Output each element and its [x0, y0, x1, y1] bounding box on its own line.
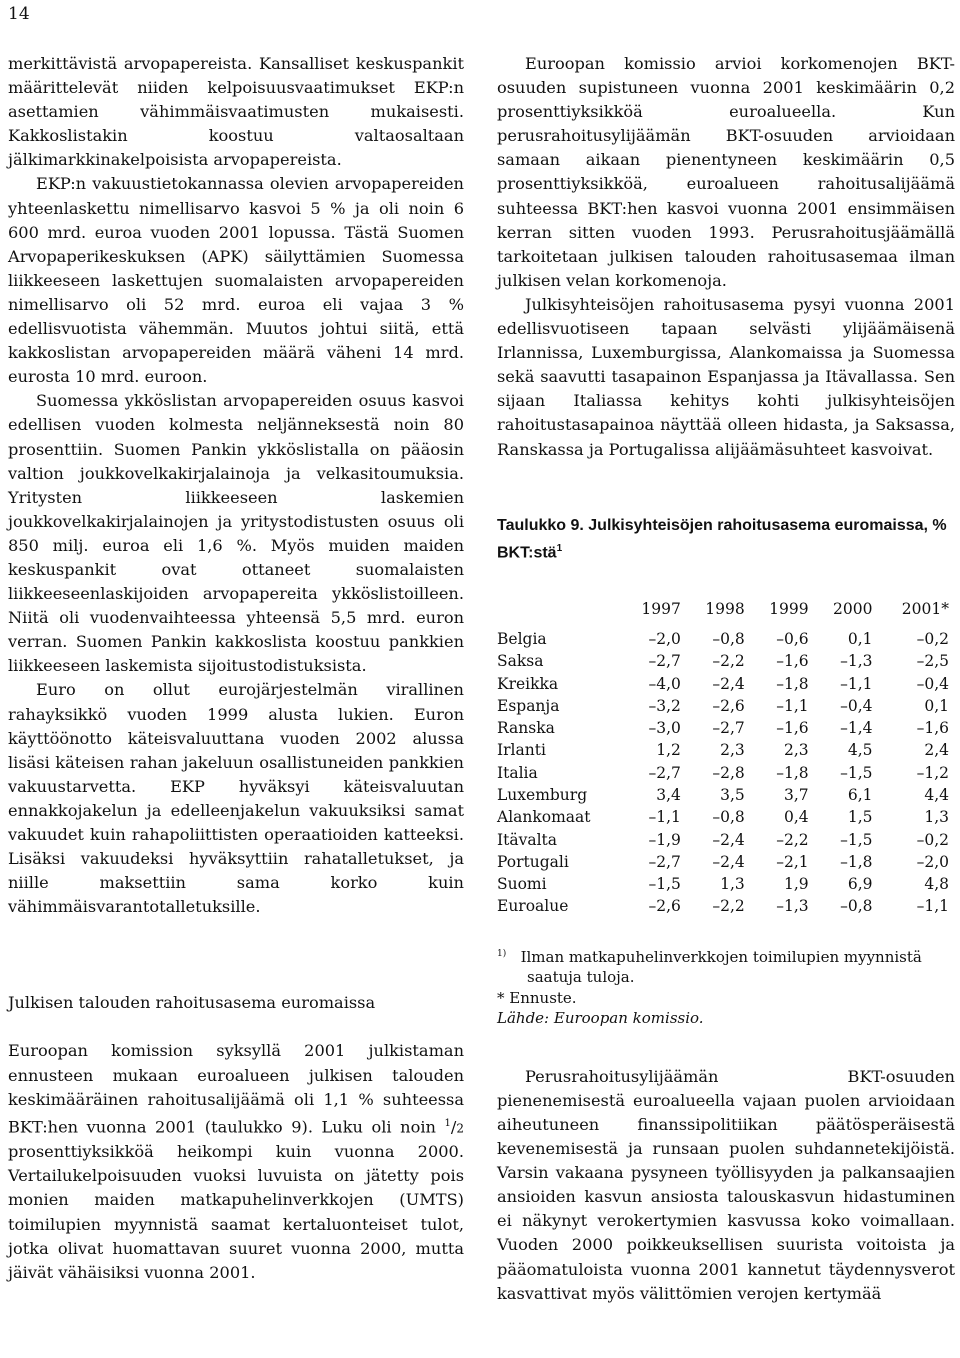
paragraph: Euro on ollut eurojärjestelmän virallinen rahayksikkö vuoden 1999 alusta lukien. Euron käyttöönotto käteisvaluuttana vuoden 2002 alussa lisäsi käteisen rahan jakeluun osallistuneiden pankkien vakuustarvetta. EKP hyväksyi käteisvaluutan ennakkojakelun ja edelleenjakelun vakuuksiksi samat vakuudet kuin rahapoliittisten operaatioiden katteeksi. Lisäksi vakuudeksi hyväksyttiin rahatalletukset, ja niille maksettiin sama korko kuin vähimmäisvarantotalletuksille. [8, 680, 464, 917]
paragraph: Julkisyhteisöjen rahoitusasema pysyi vuonna 2001 edellisvuotiseen tapaan selvästi ylijäämäisenä Irlannissa, Luxemburgissa, Alankomaissa ja Suomessa sekä saavutti tasapainon Espanjassa ja Itävallassa. Sen sijaan Italiassa kehitys kohti julkisyhteisöjen rahoitustasapainoa näyttää olleen hidasta, ja Saksassa, Ranskassa ja Portugalissa alijäämäsuhteet kasvoivat. [497, 294, 955, 459]
country-cell: Euroalue [497, 897, 569, 916]
value-cell: –2,6 [648, 897, 681, 916]
footnote-text: Ilman matkapuhelinverkkojen toimilupien myynnistä saatuja tuloja. [520, 947, 922, 987]
value-cell: –1,4 [840, 719, 873, 738]
value-cell: –1,2 [916, 763, 949, 782]
table-row [497, 873, 949, 895]
country-cell: Belgia [497, 629, 547, 648]
value-cell: –0,4 [916, 674, 949, 693]
value-cell: –1,6 [776, 719, 809, 738]
value-cell: –2,7 [648, 763, 681, 782]
country-cell: Saksa [497, 652, 544, 671]
page-number: 14 [8, 4, 30, 24]
country-cell: Alankomaat [497, 808, 591, 827]
value-cell: –1,8 [840, 852, 873, 871]
value-cell: –1,1 [916, 897, 949, 916]
country-cell: Irlanti [497, 741, 546, 760]
column-header: 1999 [769, 599, 809, 618]
value-cell: 4,5 [847, 741, 873, 760]
column-header: 1997 [641, 599, 681, 618]
paragraph-text-a: Euroopan komission syksyllä 2001 julkistaman ennusteen mukaan euroalueen julkisen talouden keskimääräinen rahoitusalijäämä oli 1,1 % suhteessa BKT:hen vuonna 2001 (taulukko 9). Luku oli noin [8, 1041, 464, 1137]
table-caption-footnote-mark: 1 [556, 542, 563, 554]
value-cell: –4,0 [648, 674, 681, 693]
section-heading: Julkisen talouden rahoitusasema euromaissa [8, 993, 376, 1013]
country-cell: Kreikka [497, 674, 559, 693]
source-note: Lähde: Euroopan komissio. [497, 1009, 704, 1028]
value-cell: 1,3 [924, 808, 949, 827]
value-cell: 0,1 [847, 629, 873, 648]
value-cell: 2,3 [783, 741, 809, 760]
paragraph: EKP:n vakuustietokannassa olevien arvopapereiden yhteenlaskettu nimellisarvo kasvoi 5 % ja oli noin 6 600 mrd. euroa vuoden 2001 lopussa. Tästä Suomen Arvopaperikeskuksen (APK) säilyttämien Suomessa liikkeeseen laskettujen suomalaisten arvopapereiden nimellisarvo oli 52 mrd. euroa eli vajaa 3 % edellisvuotista vähemmän. Muutos johtui siitä, että kakkoslistan arvopapereiden määrä väheni 14 mrd. eurosta 10 mrd. euroon. [8, 174, 464, 387]
value-cell: –2,7 [648, 652, 681, 671]
left-column [8, 52, 464, 1285]
value-cell: –2,0 [648, 629, 681, 648]
value-cell: 0,4 [783, 808, 809, 827]
value-cell: –1,9 [648, 830, 681, 849]
value-cell: –1,8 [776, 674, 809, 693]
value-cell: 2,3 [720, 741, 745, 760]
value-cell: –1,3 [840, 652, 873, 671]
value-cell: 4,4 [924, 786, 949, 804]
country-cell: Ranska [497, 719, 555, 738]
value-cell: –0,4 [840, 696, 873, 715]
table-notes [497, 944, 955, 1029]
value-cell: –1,5 [840, 763, 873, 782]
paragraph: merkittävistä arvopapereista. Kansalliset keskuspankit määrittelevät niiden kelpoisuusvaatimukset EKP:n asettamien vähimmäisvaatimusten mukaisesti. Kakkoslistakin koostuu valtaosaltaan jälkimarkkinakelpoisista arvopapereista. [8, 54, 464, 170]
value-cell: –0,2 [916, 830, 949, 849]
table-row [497, 717, 949, 739]
value-cell: –2,7 [712, 719, 745, 738]
paragraph: Euroopan komission syksyllä 2001 julkistaman ennusteen mukaan euroalueen julkisen talouden keskimääräinen rahoitusalijäämä oli 1,1 % suhteessa BKT:hen vuonna 2001 (taulukko 9). Luku oli noin $^1$/2 prosenttiyksikköä heikompi kuin vuonna 2000. Vertailukelpoisuuden vuoksi luvuista on jätetty pois monien maiden matkapuhelinverkkojen (UMTS) toimilupien myynnistä saamat kertaluonteiset tulot, jotka olivat huomattavan suuret vuonna 2000, mutta jäivät vähäisiksi vuonna 2001. [8, 1041, 464, 1282]
column-header: 2001* [901, 599, 949, 618]
value-cell: –0,8 [840, 897, 873, 916]
value-cell: –2,5 [916, 652, 949, 671]
country-cell: Espanja [497, 696, 560, 715]
table-row [497, 829, 949, 851]
table-row [497, 673, 949, 695]
value-cell: –1,1 [648, 808, 681, 827]
footnote [497, 944, 955, 988]
table-row [497, 851, 949, 873]
table-row [497, 650, 949, 672]
value-cell: 6,1 [847, 786, 873, 804]
paragraph: Suomessa ykköslistan arvopapereiden osuus kasvoi edellisen vuoden kolmesta neljänneksestä noin 80 prosenttiin. Suomen Pankin ykköslistalla on pääosin valtion joukkovelkakirjalainoja ja velkasitoumuksia. Yritysten liikkeeseen laskemien joukkovelkakirjalainojen ja yritystodistusten osuus oli 850 milj. euroa eli 1,6 %. Myös muiden maiden keskuspankit ovat ottaneet suomalaisten liikkeeseenlaskijoiden arvopapereita ykköslistoilleen. Niitä oli vuodenvaihteessa yhteensä 5,5 mrd. euron verran. Suomen Pankin kakkoslista koostuu pankkien liikkeeseen laskemista sijoitustodistuksista. [8, 391, 464, 676]
value-cell: –2,8 [712, 763, 745, 782]
value-cell: –1,5 [648, 875, 681, 894]
footnote-marker: 1) [497, 948, 507, 959]
value-cell: 3,5 [720, 786, 745, 804]
fraction-denominator: 2 [456, 1121, 464, 1136]
table-row [497, 895, 949, 917]
table-row [497, 695, 949, 717]
value-cell: –1,1 [840, 674, 873, 693]
table-caption [497, 514, 955, 564]
value-cell: –1,3 [776, 897, 809, 916]
value-cell: 1,5 [847, 808, 873, 827]
value-cell: –0,6 [776, 629, 809, 648]
value-cell: –0,2 [916, 629, 949, 648]
value-cell: 1,9 [783, 875, 809, 894]
paragraph: Perusrahoitusylijäämän BKT-osuuden pienenemisestä euroalueella vajaan puolen arvioidaan aiheutuneen finanssipolitiikan päätösperäisestä kevenemisestä ja runsaan puolen suhdannetekijöistä. Varsin vakaana pysyneen työllisyyden ja palkansaajien ansioiden kasvun ansiosta talouskasvun hidastuminen ei näkynyt verokertymien kasvussa koko voimallaan. Vuoden 2000 poikkeuksellisen suurista voitoista ja pääomatuloista vuonna 2001 kannetut täydennysverot kasvattivat myös välittömien verojen kertymää [497, 1066, 955, 1303]
value-cell: –2,4 [712, 674, 745, 693]
value-cell: –2,6 [712, 696, 745, 715]
value-cell: –3,0 [648, 719, 681, 738]
table-row [497, 762, 949, 784]
value-cell: 1,2 [656, 741, 681, 760]
value-cell: –2,2 [712, 652, 745, 671]
column-header: 1998 [705, 599, 745, 618]
value-cell: –1,6 [916, 719, 949, 738]
table-caption-text: Taulukko 9. Julkisyhteisöjen rahoitusasema euromaissa, % BKT:stä [497, 516, 947, 561]
header-corner [497, 598, 617, 628]
table-row [497, 739, 949, 761]
value-cell: 3,4 [656, 786, 681, 804]
value-cell: 0,1 [924, 696, 949, 715]
table-row [497, 806, 949, 828]
data-table [497, 598, 949, 918]
value-cell: –2,0 [916, 852, 949, 871]
value-cell: –2,2 [776, 830, 809, 849]
value-cell: 3,7 [783, 786, 809, 804]
value-cell: –3,2 [648, 696, 681, 715]
fraction-numerator: 1 [444, 1117, 451, 1129]
value-cell: –1,1 [776, 696, 809, 715]
value-cell: –1,6 [776, 652, 809, 671]
value-cell: –2,4 [712, 830, 745, 849]
value-cell: –1,5 [840, 830, 873, 849]
value-cell: –2,7 [648, 852, 681, 871]
value-cell: –2,4 [712, 852, 745, 871]
paragraph-text-b: prosenttiyksikköä heikompi kuin vuonna 2000. Vertailukelpoisuuden vuoksi luvuista on jätetty pois monien maiden matkapuhelinverkkojen (UMTS) toimilupien myynnistä saamat kertaluonteiset tulot, jotka olivat huomattavan suuret vuonna 2000, mutta jäivät vähäisiksi vuonna 2001. [8, 1142, 464, 1282]
column-header: 2000 [833, 599, 873, 618]
forecast-note: * Ennuste. [497, 988, 577, 1007]
value-cell: –2,2 [712, 897, 745, 916]
paragraph: Euroopan komissio arvioi korkomenojen BKT-osuuden supistuneen vuonna 2001 keskimäärin 0,2 prosenttiyksikköä euroalueella. Kun perusrahoitusylijäämän BKT-osuuden arvioidaan samaan aikaan pienentyneen keskimäärin 0,5 prosenttiyksikköä, euroalueen rahoitusalijäämä suhteessa BKT:hen kasvoi vuonna 2001 ensimmäisen kerran sitten vuoden 1993. Perusrahoitusjäämällä tarkoitetaan julkisen talouden rahoitusasemaa ilman julkisen velan korkomenoja. [497, 54, 955, 290]
table-row [497, 628, 949, 650]
value-cell: –0,8 [712, 808, 745, 827]
country-cell: Italia [497, 763, 538, 782]
value-cell: 2,4 [924, 741, 949, 760]
value-cell: –0,8 [712, 629, 745, 648]
value-cell: –2,1 [776, 852, 809, 871]
value-cell: –1,8 [776, 763, 809, 782]
table-row [497, 784, 949, 806]
country-cell: Itävalta [497, 830, 558, 849]
value-cell: 1,3 [720, 875, 745, 894]
value-cell: 6,9 [847, 875, 873, 894]
country-cell: Suomi [497, 875, 547, 894]
table-header-row [497, 598, 949, 628]
value-cell: 4,8 [924, 875, 949, 894]
country-cell: Luxemburg [497, 786, 588, 804]
country-cell: Portugali [497, 852, 569, 871]
right-column [497, 52, 955, 1306]
